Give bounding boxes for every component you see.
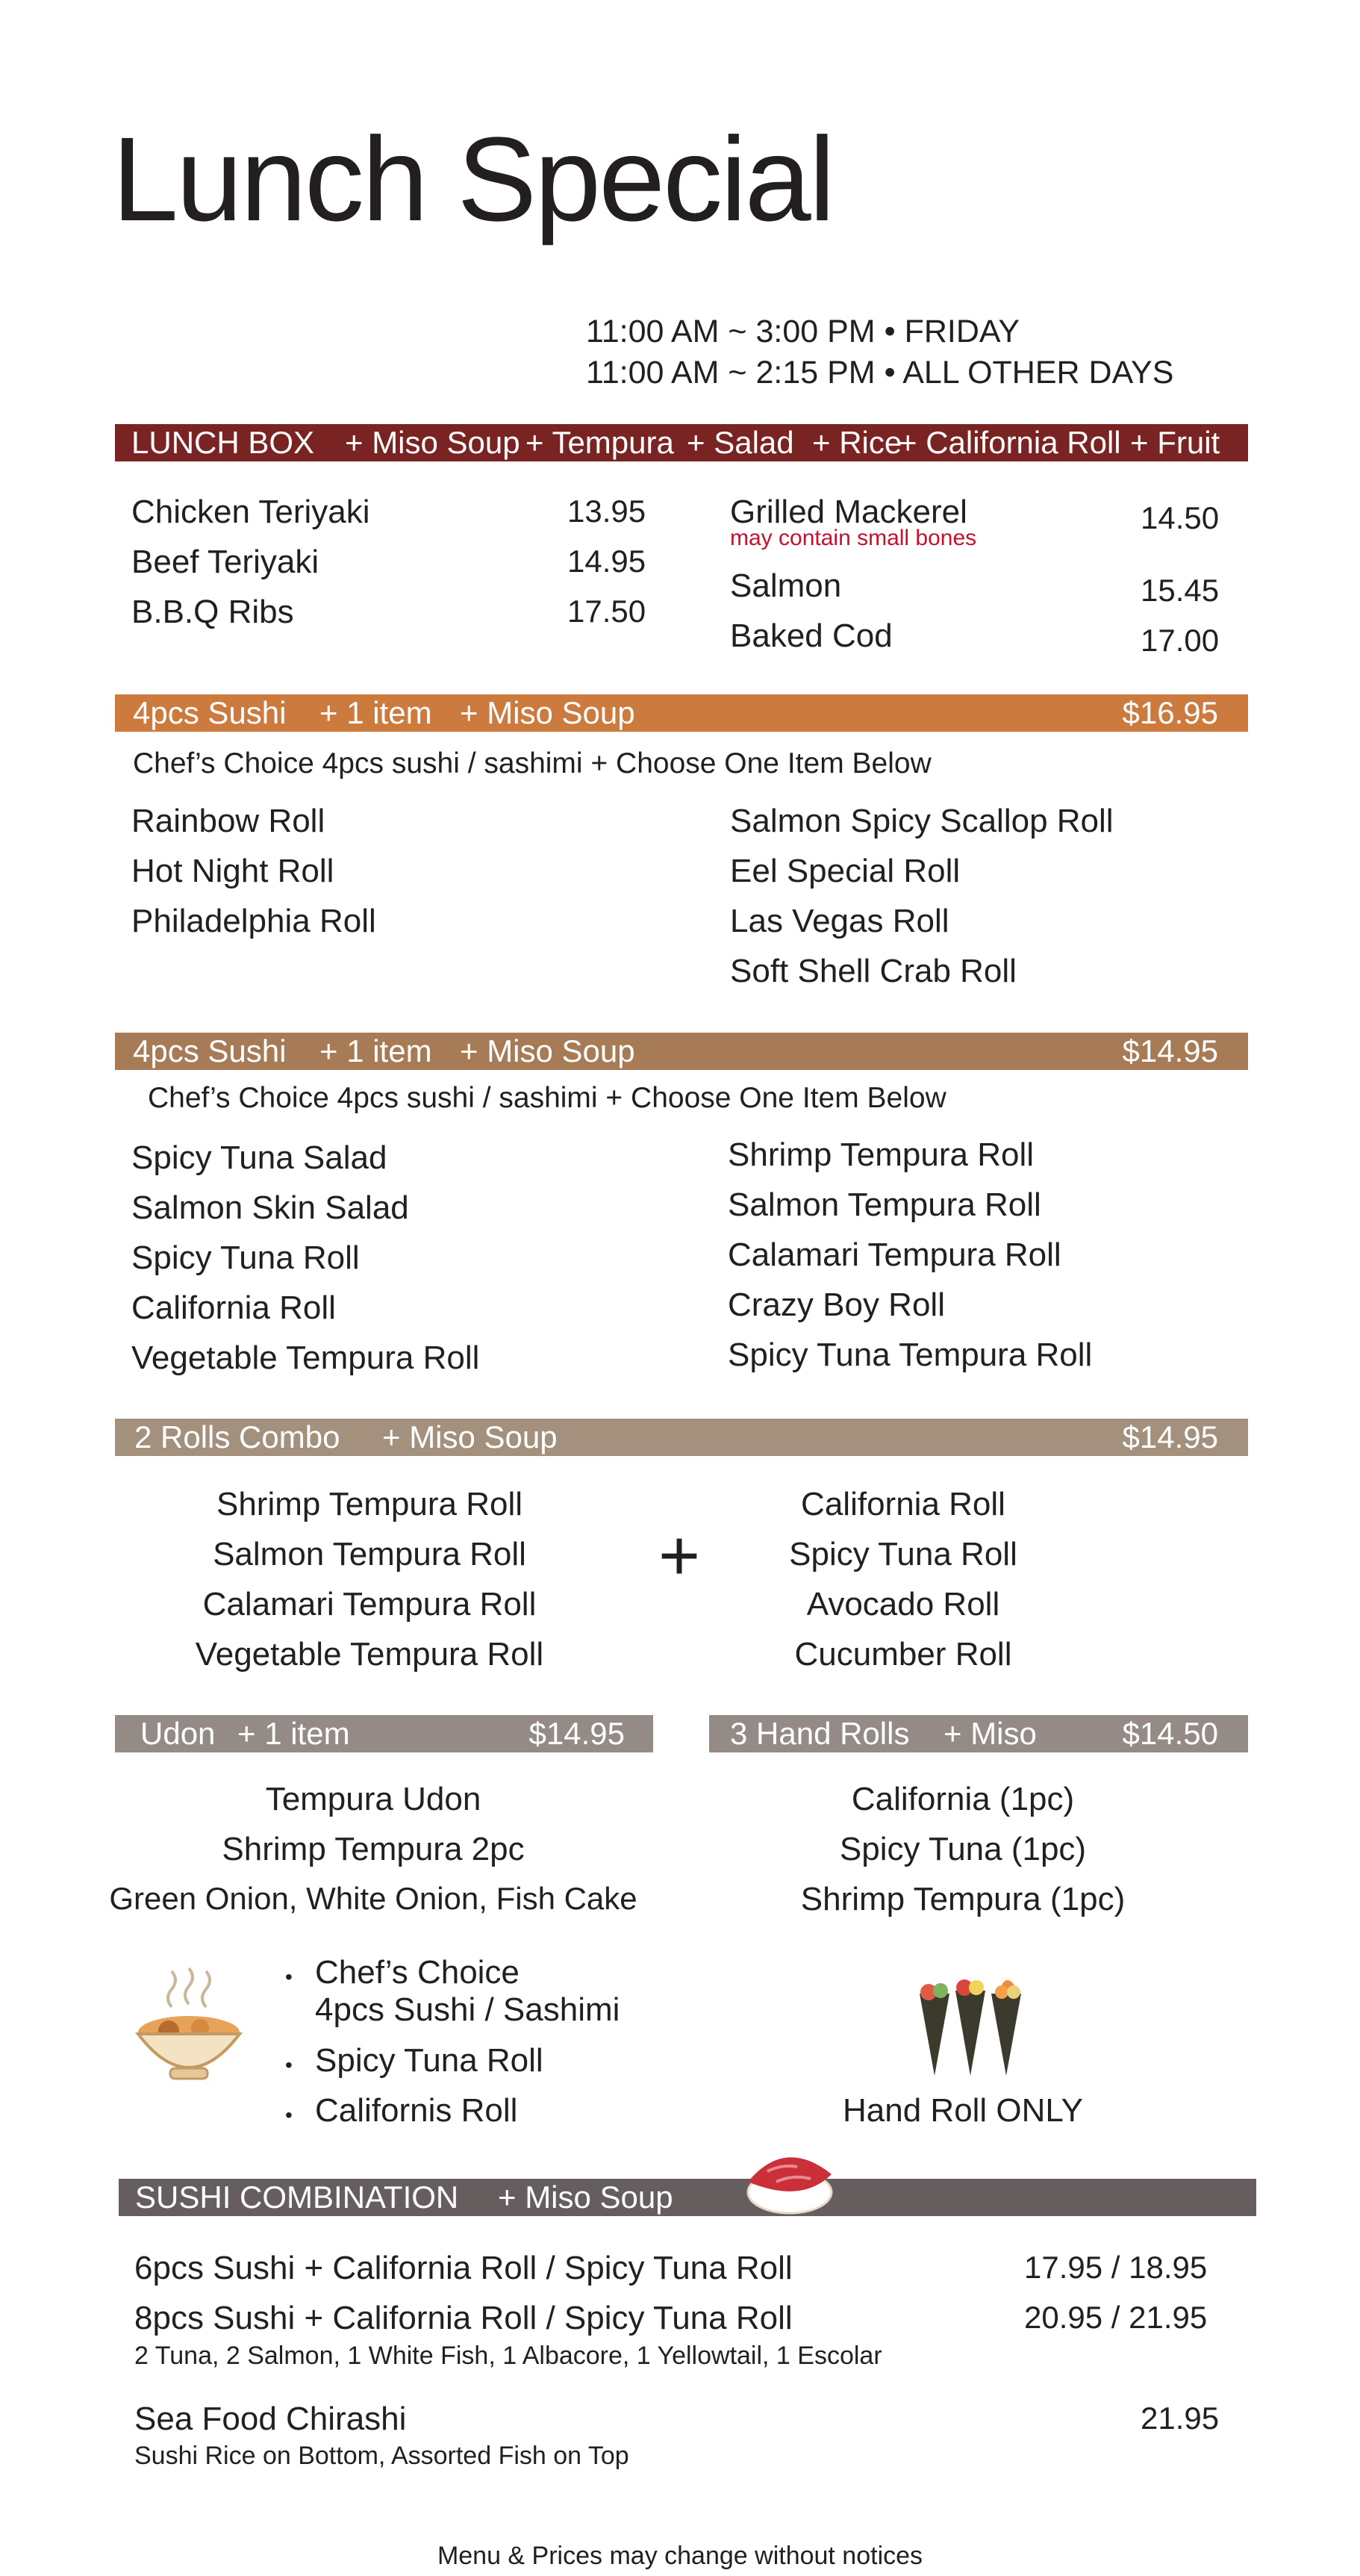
rolls-combo-title: 2 Rolls Combo	[134, 1419, 340, 1455]
plus-sign: +	[658, 1516, 701, 1596]
menu-item: Chicken Teriyaki	[131, 494, 370, 530]
udon-header	[115, 1715, 653, 1752]
hand-rolls-addon: + Miso	[943, 1716, 1037, 1751]
rolls-combo-price: $14.95	[1122, 1419, 1218, 1455]
menu-item: Baked Cod	[730, 617, 893, 654]
rolls-combo-addon: + Miso Soup	[382, 1419, 558, 1455]
lunch-box-addon: + Rice	[812, 425, 902, 460]
menu-item: Avocado Roll	[806, 1586, 1000, 1623]
hours-friday: 11:00 AM ~ 3:00 PM • FRIDAY	[586, 314, 1020, 349]
menu-item: Salmon Skin Salad	[131, 1189, 409, 1226]
sushi-b-addon: + 1 item	[319, 1033, 432, 1068]
menu-item: 4pcs Sushi / Sashimi	[315, 1991, 620, 2028]
lunch-box-addon: + Salad	[687, 425, 794, 460]
bullet: •	[285, 2053, 293, 2076]
menu-item: Shrimp Tempura Roll	[216, 1486, 523, 1522]
menu-item: California Roll	[801, 1486, 1005, 1522]
menu-price: 17.50	[567, 594, 646, 629]
bullet: •	[285, 2103, 293, 2127]
menu-item: Philadelphia Roll	[131, 903, 376, 939]
menu-item: Spicy Tuna (1pc)	[839, 1831, 1087, 1867]
sushi-a-header	[115, 694, 1248, 732]
sushi-b-subtitle: Chef’s Choice 4pcs sushi / sashimi + Choose One Item Below	[148, 1082, 946, 1114]
item-description: Sushi Rice on Bottom, Assorted Fish on Top	[134, 2442, 629, 2470]
menu-price: 21.95	[1141, 2401, 1220, 2436]
sushi-a-addon: + Miso Soup	[460, 695, 635, 730]
sushi-a-title: 4pcs Sushi	[133, 695, 287, 730]
menu-item: Salmon Spicy Scallop Roll	[730, 803, 1114, 839]
menu-price: 14.95	[567, 544, 646, 579]
sushi-combo-title: SUSHI COMBINATION	[135, 2180, 459, 2215]
menu-item: 6pcs Sushi + California Roll / Spicy Tuna Roll	[134, 2250, 793, 2286]
menu-item: Eel Special Roll	[730, 853, 961, 889]
sushi-a-price: $16.95	[1122, 695, 1218, 730]
menu-item: Grilled Mackerel	[730, 494, 967, 530]
menu-item: Shrimp Tempura (1pc)	[800, 1881, 1126, 1917]
menu-item: Green Onion, White Onion, Fish Cake	[109, 1881, 637, 1916]
menu-item: Beef Teriyaki	[131, 544, 319, 580]
menu-item: Calamari Tempura Roll	[728, 1236, 1061, 1273]
udon-bowl-icon	[125, 1964, 252, 2098]
hours-other-days: 11:00 AM ~ 2:15 PM • ALL OTHER DAYS	[586, 355, 1174, 391]
menu-item: Spicy Tuna Roll	[789, 1536, 1017, 1572]
rolls-combo-header	[115, 1419, 1248, 1456]
sushi-nigiri-icon	[737, 2140, 842, 2222]
hand-roll-only-note: Hand Roll ONLY	[843, 2092, 1083, 2129]
menu-item: Salmon Tempura Roll	[728, 1186, 1041, 1223]
menu-item: Tempura Udon	[265, 1781, 481, 1817]
sushi-a-addon: + 1 item	[319, 695, 432, 730]
item-description: 2 Tuna, 2 Salmon, 1 White Fish, 1 Albacore, 1 Yellowtail, 1 Escolar	[134, 2342, 882, 2370]
lunch-box-addon: + Miso Soup	[345, 425, 520, 460]
menu-item: Hot Night Roll	[131, 853, 334, 889]
sushi-b-addon: + Miso Soup	[460, 1033, 635, 1068]
menu-item: Spicy Tuna Salad	[131, 1139, 387, 1176]
lunch-box-addon: + Fruit	[1130, 425, 1220, 460]
bullet: •	[285, 1965, 293, 1988]
menu-item: Vegetable Tempura Roll	[131, 1340, 480, 1376]
sushi-b-title: 4pcs Sushi	[133, 1033, 287, 1068]
lunch-box-addon: + Tempura	[525, 425, 674, 460]
hand-rolls-header	[709, 1715, 1248, 1752]
lunch-box-addon: + California Roll	[899, 425, 1121, 460]
udon-price: $14.95	[528, 1716, 625, 1751]
sushi-b-price: $14.95	[1122, 1033, 1218, 1068]
menu-item: Sea Food Chirashi	[134, 2401, 407, 2437]
menu-item: Cucumber Roll	[794, 1636, 1012, 1673]
menu-item: Crazy Boy Roll	[728, 1287, 945, 1323]
menu-item: Salmon Tempura Roll	[213, 1536, 526, 1572]
menu-price: 15.45	[1141, 573, 1220, 608]
menu-item: 8pcs Sushi + California Roll / Spicy Tuna Roll	[134, 2300, 793, 2336]
sushi-combo-addon: + Miso Soup	[498, 2180, 673, 2215]
bones-warning: may contain small bones	[730, 526, 977, 550]
menu-price: 13.95	[567, 494, 646, 529]
menu-item: Shrimp Tempura Roll	[728, 1136, 1035, 1173]
menu-item: Spicy Tuna Roll	[315, 2042, 543, 2079]
menu-item: B.B.Q Ribs	[131, 594, 294, 630]
menu-item: Vegetable Tempura Roll	[195, 1636, 544, 1673]
footer-note: Menu & Prices may change without notices	[437, 2542, 923, 2570]
menu-item: Chef’s Choice	[315, 1954, 520, 1991]
menu-item: Californis Roll	[315, 2092, 518, 2129]
menu-price: 20.95 / 21.95	[1024, 2300, 1208, 2335]
sushi-b-header	[115, 1033, 1248, 1070]
hand-roll-icon	[911, 1971, 1030, 2083]
menu-item: Rainbow Roll	[131, 803, 325, 839]
sushi-a-subtitle: Chef’s Choice 4pcs sushi / sashimi + Choose One Item Below	[133, 747, 932, 780]
menu-item: California Roll	[131, 1289, 336, 1326]
menu-price: 17.00	[1141, 623, 1220, 658]
hand-rolls-title: 3 Hand Rolls	[730, 1716, 910, 1751]
menu-item: Calamari Tempura Roll	[202, 1586, 537, 1623]
menu-price: 17.95 / 18.95	[1024, 2250, 1208, 2285]
menu-item: Spicy Tuna Roll	[131, 1239, 360, 1276]
menu-item: Salmon	[730, 567, 842, 604]
menu-item: Soft Shell Crab Roll	[730, 953, 1017, 989]
menu-item: Spicy Tuna Tempura Roll	[728, 1337, 1093, 1373]
menu-item: California (1pc)	[851, 1781, 1075, 1817]
menu-item: Las Vegas Roll	[730, 903, 949, 939]
hand-rolls-price: $14.50	[1122, 1716, 1218, 1751]
udon-addon: + 1 item	[237, 1716, 350, 1751]
lunch-box-header	[115, 424, 1248, 461]
lunch-box-title: LUNCH BOX	[131, 425, 315, 460]
page-title: Lunch Special	[112, 112, 834, 246]
udon-title: Udon	[140, 1716, 216, 1751]
menu-price: 14.50	[1141, 500, 1220, 535]
sushi-combo-header	[119, 2179, 1256, 2216]
menu-item: Shrimp Tempura 2pc	[222, 1831, 525, 1867]
